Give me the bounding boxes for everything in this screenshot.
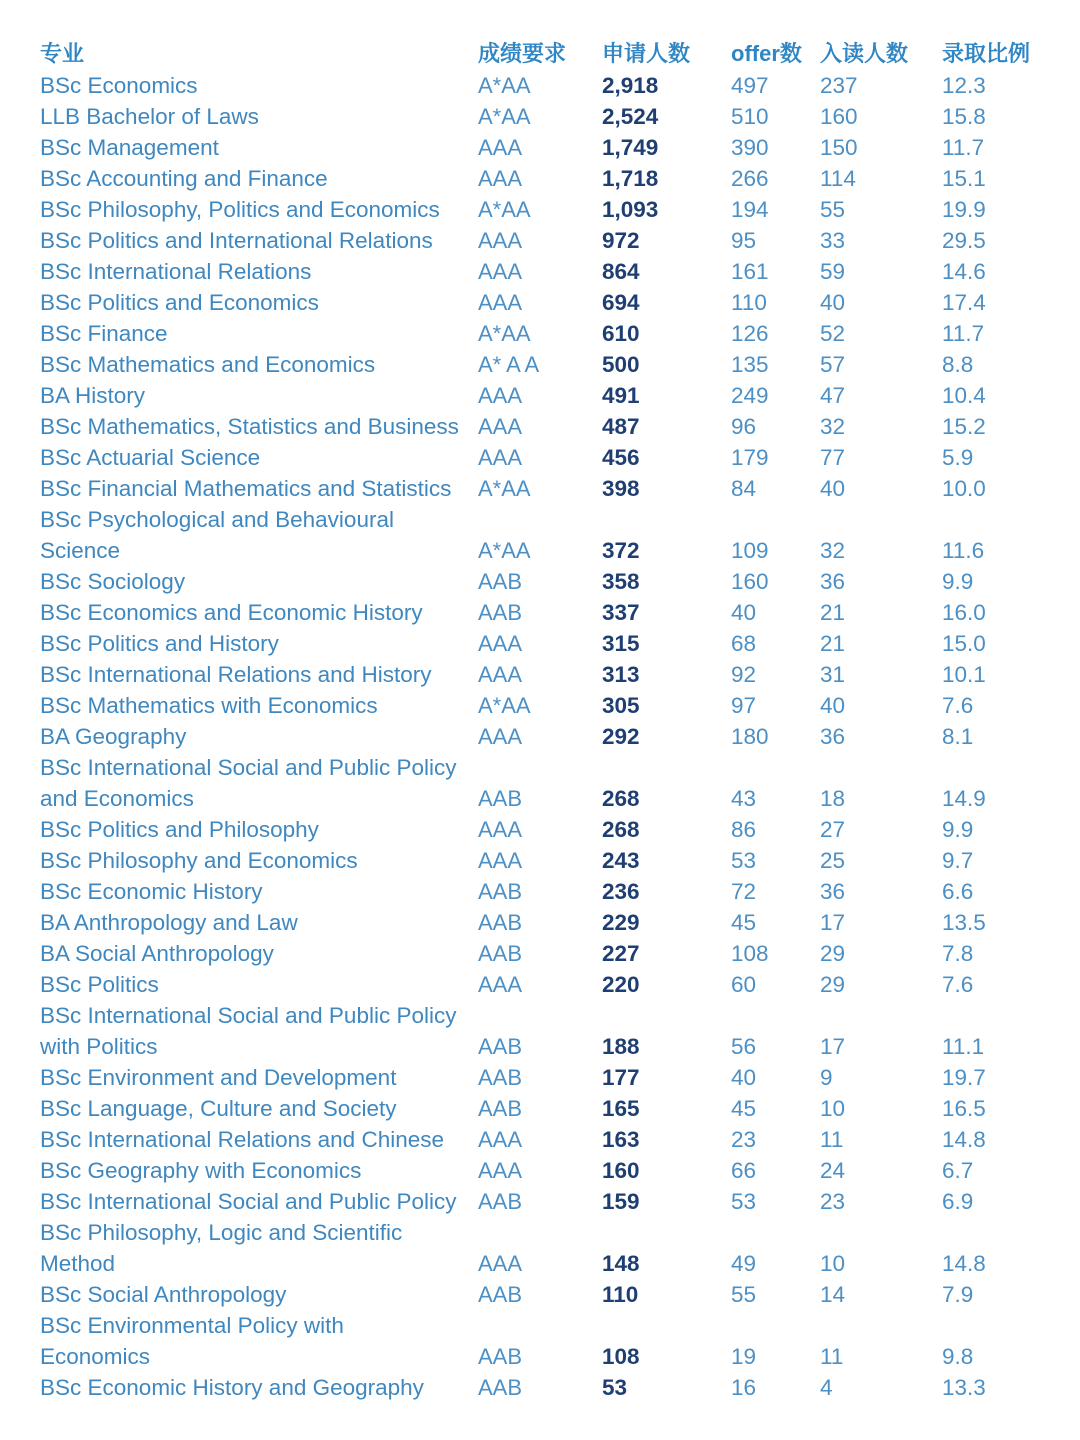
- row-enrolled: 18: [820, 786, 846, 811]
- row-grade-requirement: AAB: [478, 1034, 523, 1059]
- row-major-name: BSc Economics: [40, 73, 198, 98]
- row-applicants: 358: [602, 569, 640, 594]
- row-enrolled: 14: [820, 1282, 846, 1307]
- row-admission-ratio: 16.0: [942, 600, 986, 625]
- row-enrolled: 237: [820, 73, 858, 98]
- row-enrolled: 29: [820, 941, 846, 966]
- header-enrolled: 入读人数: [820, 41, 909, 66]
- row-enrolled: 32: [820, 538, 846, 563]
- row-offers: 56: [731, 1034, 757, 1059]
- row-grade-requirement: AAB: [478, 1282, 523, 1307]
- row-offers: 249: [731, 383, 769, 408]
- row-applicants: 305: [602, 693, 640, 718]
- row-applicants: 337: [602, 600, 640, 625]
- row-admission-ratio: 14.9: [942, 786, 986, 811]
- row-admission-ratio: 13.3: [942, 1375, 986, 1400]
- row-major-name: BSc Economic History and Geography: [40, 1375, 424, 1400]
- row-enrolled: 24: [820, 1158, 846, 1183]
- row-offers: 40: [731, 1065, 757, 1090]
- row-enrolled: 40: [820, 476, 846, 501]
- row-grade-requirement: AAA: [478, 817, 523, 842]
- row-major-name: BSc Philosophy, Politics and Economics: [40, 197, 440, 222]
- row-admission-ratio: 8.8: [942, 352, 974, 377]
- row-major-name: BSc International Relations: [40, 259, 312, 284]
- row-grade-requirement: AAA: [478, 383, 523, 408]
- row-major-name-continued: with Politics: [40, 1034, 158, 1059]
- row-admission-ratio: 7.8: [942, 941, 974, 966]
- row-admission-ratio: 11.6: [942, 538, 985, 563]
- row-grade-requirement: AAA: [478, 135, 523, 160]
- row-grade-requirement: AAB: [478, 1344, 523, 1369]
- row-enrolled: 27: [820, 817, 846, 842]
- row-applicants: 110: [602, 1282, 639, 1307]
- row-enrolled: 10: [820, 1096, 846, 1121]
- row-offers: 110: [731, 290, 767, 315]
- row-enrolled: 17: [820, 1034, 846, 1059]
- row-offers: 40: [731, 600, 757, 625]
- row-major-name: BSc Philosophy and Economics: [40, 848, 358, 873]
- row-applicants: 372: [602, 538, 640, 563]
- row-applicants: 610: [602, 321, 640, 346]
- row-applicants: 500: [602, 352, 640, 377]
- row-major-name-continued: Method: [40, 1251, 116, 1276]
- row-offers: 66: [731, 1158, 757, 1183]
- row-major-name: LLB Bachelor of Laws: [40, 104, 259, 129]
- row-grade-requirement: AAA: [478, 259, 523, 284]
- row-grade-requirement: A* A A: [478, 352, 540, 377]
- row-major-name: BA Anthropology and Law: [40, 910, 298, 935]
- row-grade-requirement: A*AA: [478, 476, 531, 501]
- row-major-name: BSc Language, Culture and Society: [40, 1096, 397, 1121]
- row-enrolled: 10: [820, 1251, 846, 1276]
- row-enrolled: 59: [820, 259, 846, 284]
- row-enrolled: 9: [820, 1065, 833, 1090]
- row-offers: 55: [731, 1282, 757, 1307]
- row-offers: 95: [731, 228, 757, 253]
- row-offers: 108: [731, 941, 769, 966]
- row-admission-ratio: 10.4: [942, 383, 986, 408]
- row-admission-ratio: 7.6: [942, 693, 974, 718]
- row-enrolled: 25: [820, 848, 846, 873]
- row-grade-requirement: AAA: [478, 631, 523, 656]
- row-applicants: 1,718: [602, 166, 659, 191]
- row-offers: 180: [731, 724, 769, 749]
- row-major-name: BSc Accounting and Finance: [40, 166, 328, 191]
- row-applicants: 292: [602, 724, 640, 749]
- row-applicants: 972: [602, 228, 640, 253]
- header-major: 专业: [40, 41, 85, 66]
- row-admission-ratio: 29.5: [942, 228, 986, 253]
- row-applicants: 165: [602, 1096, 640, 1121]
- row-major-name-continued: Economics: [40, 1344, 151, 1369]
- row-admission-ratio: 10.1: [942, 662, 986, 687]
- row-grade-requirement: AAB: [478, 1375, 523, 1400]
- row-applicants: 315: [602, 631, 640, 656]
- row-applicants: 243: [602, 848, 640, 873]
- row-applicants: 2,918: [602, 73, 659, 98]
- row-admission-ratio: 9.7: [942, 848, 974, 873]
- row-major-name: BSc Politics and International Relations: [40, 228, 433, 253]
- row-grade-requirement: A*AA: [478, 321, 531, 346]
- row-enrolled: 57: [820, 352, 846, 377]
- row-applicants: 159: [602, 1189, 640, 1214]
- row-grade-requirement: AAB: [478, 879, 523, 904]
- row-applicants: 268: [602, 817, 640, 842]
- row-offers: 49: [731, 1251, 757, 1276]
- row-major-name: BSc Politics and Philosophy: [40, 817, 319, 842]
- row-grade-requirement: AAA: [478, 1158, 523, 1183]
- row-enrolled: 36: [820, 879, 846, 904]
- row-offers: 45: [731, 1096, 757, 1121]
- row-admission-ratio: 15.0: [942, 631, 986, 656]
- row-applicants: 177: [602, 1065, 640, 1090]
- row-enrolled: 17: [820, 910, 846, 935]
- row-admission-ratio: 14.6: [942, 259, 986, 284]
- row-offers: 19: [731, 1344, 757, 1369]
- row-major-name: BSc Finance: [40, 321, 168, 346]
- row-admission-ratio: 15.1: [942, 166, 986, 191]
- row-offers: 45: [731, 910, 757, 935]
- row-enrolled: 52: [820, 321, 846, 346]
- row-admission-ratio: 15.8: [942, 104, 986, 129]
- row-grade-requirement: AAB: [478, 600, 523, 625]
- row-admission-ratio: 10.0: [942, 476, 986, 501]
- row-offers: 43: [731, 786, 757, 811]
- row-applicants: 236: [602, 879, 640, 904]
- row-major-name: BSc Politics and History: [40, 631, 279, 656]
- row-offers: 390: [731, 135, 769, 160]
- row-applicants: 864: [602, 259, 640, 284]
- row-offers: 72: [731, 879, 757, 904]
- row-enrolled: 33: [820, 228, 846, 253]
- row-major-name: BSc Mathematics and Economics: [40, 352, 376, 377]
- row-enrolled: 150: [820, 135, 858, 160]
- row-grade-requirement: AAA: [478, 972, 523, 997]
- row-major-name-continued: Science: [40, 538, 121, 563]
- row-offers: 53: [731, 1189, 757, 1214]
- row-admission-ratio: 16.5: [942, 1096, 986, 1121]
- row-grade-requirement: AAA: [478, 1127, 523, 1152]
- row-applicants: 188: [602, 1034, 640, 1059]
- row-offers: 53: [731, 848, 757, 873]
- row-applicants: 694: [602, 290, 640, 315]
- row-enrolled: 36: [820, 569, 846, 594]
- row-enrolled: 36: [820, 724, 846, 749]
- row-grade-requirement: A*AA: [478, 104, 531, 129]
- row-major-name: BSc Environmental Policy with: [40, 1313, 344, 1338]
- row-major-name: BSc Management: [40, 135, 219, 160]
- row-enrolled: 114: [820, 166, 856, 191]
- row-grade-requirement: AAB: [478, 1189, 523, 1214]
- row-applicants: 456: [602, 445, 640, 470]
- row-major-name: BA Geography: [40, 724, 187, 749]
- row-grade-requirement: AAB: [478, 941, 523, 966]
- row-grade-requirement: AAA: [478, 228, 523, 253]
- row-enrolled: 31: [820, 662, 846, 687]
- row-grade-requirement: AAA: [478, 1251, 523, 1276]
- row-offers: 97: [731, 693, 757, 718]
- row-applicants: 491: [602, 383, 640, 408]
- row-admission-ratio: 13.5: [942, 910, 986, 935]
- row-major-name: BA History: [40, 383, 146, 408]
- row-offers: 16: [731, 1375, 757, 1400]
- row-grade-requirement: A*AA: [478, 693, 531, 718]
- row-enrolled: 21: [820, 631, 846, 656]
- row-admission-ratio: 19.9: [942, 197, 986, 222]
- row-grade-requirement: AAB: [478, 786, 523, 811]
- header-grade-requirement: 成绩要求: [478, 41, 567, 66]
- row-enrolled: 55: [820, 197, 846, 222]
- row-major-name: BSc Social Anthropology: [40, 1282, 287, 1307]
- row-major-name: BSc Psychological and Behavioural: [40, 507, 394, 532]
- row-enrolled: 40: [820, 693, 846, 718]
- row-offers: 68: [731, 631, 757, 656]
- row-admission-ratio: 5.9: [942, 445, 974, 470]
- row-admission-ratio: 11.1: [942, 1034, 985, 1059]
- row-grade-requirement: A*AA: [478, 73, 531, 98]
- row-applicants: 160: [602, 1158, 640, 1183]
- row-enrolled: 11: [820, 1344, 844, 1369]
- row-offers: 84: [731, 476, 757, 501]
- row-grade-requirement: AAA: [478, 662, 523, 687]
- row-admission-ratio: 11.7: [942, 135, 985, 160]
- row-major-name: BSc International Relations and Chinese: [40, 1127, 445, 1152]
- row-grade-requirement: AAA: [478, 290, 523, 315]
- row-offers: 60: [731, 972, 757, 997]
- row-admission-ratio: 19.7: [942, 1065, 986, 1090]
- row-offers: 86: [731, 817, 757, 842]
- row-major-name: BSc Politics and Economics: [40, 290, 319, 315]
- row-grade-requirement: AAA: [478, 166, 523, 191]
- row-offers: 194: [731, 197, 769, 222]
- row-offers: 266: [731, 166, 769, 191]
- row-admission-ratio: 14.8: [942, 1251, 986, 1276]
- row-major-name: BA Social Anthropology: [40, 941, 274, 966]
- row-admission-ratio: 14.8: [942, 1127, 986, 1152]
- row-admission-ratio: 7.6: [942, 972, 974, 997]
- row-major-name: BSc Politics: [40, 972, 159, 997]
- row-admission-ratio: 11.7: [942, 321, 985, 346]
- row-admission-ratio: 6.6: [942, 879, 974, 904]
- row-enrolled: 29: [820, 972, 846, 997]
- row-major-name: BSc International Social and Public Policy: [40, 1003, 457, 1028]
- row-major-name: BSc International Social and Public Policy: [40, 1189, 457, 1214]
- row-offers: 179: [731, 445, 769, 470]
- row-enrolled: 47: [820, 383, 846, 408]
- row-offers: 109: [731, 538, 769, 563]
- row-enrolled: 160: [820, 104, 858, 129]
- row-applicants: 148: [602, 1251, 640, 1276]
- row-admission-ratio: 6.7: [942, 1158, 974, 1183]
- row-offers: 510: [731, 104, 769, 129]
- row-major-name: BSc International Relations and History: [40, 662, 432, 687]
- header-offers: offer数: [731, 41, 802, 66]
- row-major-name: BSc Geography with Economics: [40, 1158, 362, 1183]
- row-applicants: 229: [602, 910, 640, 935]
- row-major-name: BSc International Social and Public Policy: [40, 755, 457, 780]
- row-grade-requirement: A*AA: [478, 197, 531, 222]
- row-applicants: 313: [602, 662, 640, 687]
- row-grade-requirement: AAA: [478, 724, 523, 749]
- row-offers: 23: [731, 1127, 757, 1152]
- row-major-name: BSc Sociology: [40, 569, 186, 594]
- row-major-name: BSc Mathematics, Statistics and Business: [40, 414, 459, 439]
- row-applicants: 1,749: [602, 135, 659, 160]
- row-admission-ratio: 9.8: [942, 1344, 974, 1369]
- row-applicants: 398: [602, 476, 640, 501]
- row-grade-requirement: AAA: [478, 848, 523, 873]
- row-applicants: 108: [602, 1344, 640, 1369]
- row-admission-ratio: 12.3: [942, 73, 986, 98]
- row-major-name: BSc Economics and Economic History: [40, 600, 423, 625]
- row-enrolled: 77: [820, 445, 846, 470]
- row-major-name: BSc Environment and Development: [40, 1065, 397, 1090]
- row-admission-ratio: 9.9: [942, 817, 974, 842]
- row-offers: 96: [731, 414, 757, 439]
- row-admission-ratio: 6.9: [942, 1189, 974, 1214]
- row-grade-requirement: AAB: [478, 910, 523, 935]
- row-admission-ratio: 17.4: [942, 290, 986, 315]
- row-grade-requirement: A*AA: [478, 538, 531, 563]
- row-admission-ratio: 9.9: [942, 569, 974, 594]
- header-applicants: 申请人数: [602, 41, 691, 66]
- header-admission-ratio: 录取比例: [942, 41, 1031, 66]
- row-offers: 160: [731, 569, 769, 594]
- row-applicants: 2,524: [602, 104, 659, 129]
- row-major-name: BSc Economic History: [40, 879, 263, 904]
- row-offers: 497: [731, 73, 769, 98]
- row-enrolled: 40: [820, 290, 846, 315]
- row-major-name: BSc Actuarial Science: [40, 445, 261, 470]
- row-grade-requirement: AAB: [478, 1065, 523, 1090]
- row-grade-requirement: AAA: [478, 414, 523, 439]
- row-admission-ratio: 15.2: [942, 414, 986, 439]
- row-major-name: BSc Philosophy, Logic and Scientific: [40, 1220, 403, 1245]
- row-applicants: 487: [602, 414, 640, 439]
- row-enrolled: 11: [820, 1127, 844, 1152]
- row-offers: 126: [731, 321, 769, 346]
- row-enrolled: 21: [820, 600, 846, 625]
- row-enrolled: 4: [820, 1375, 833, 1400]
- row-offers: 161: [731, 259, 769, 284]
- row-applicants: 268: [602, 786, 640, 811]
- row-applicants: 163: [602, 1127, 640, 1152]
- row-admission-ratio: 8.1: [942, 724, 974, 749]
- row-offers: 92: [731, 662, 757, 687]
- row-applicants: 227: [602, 941, 640, 966]
- row-enrolled: 32: [820, 414, 846, 439]
- row-applicants: 1,093: [602, 197, 659, 222]
- row-grade-requirement: AAA: [478, 445, 523, 470]
- row-grade-requirement: AAB: [478, 569, 523, 594]
- row-major-name: BSc Financial Mathematics and Statistics: [40, 476, 452, 501]
- row-grade-requirement: AAB: [478, 1096, 523, 1121]
- row-major-name: BSc Mathematics with Economics: [40, 693, 378, 718]
- row-offers: 135: [731, 352, 769, 377]
- row-admission-ratio: 7.9: [942, 1282, 974, 1307]
- row-major-name-continued: and Economics: [40, 786, 194, 811]
- row-enrolled: 23: [820, 1189, 846, 1214]
- row-applicants: 53: [602, 1375, 628, 1400]
- row-applicants: 220: [602, 972, 640, 997]
